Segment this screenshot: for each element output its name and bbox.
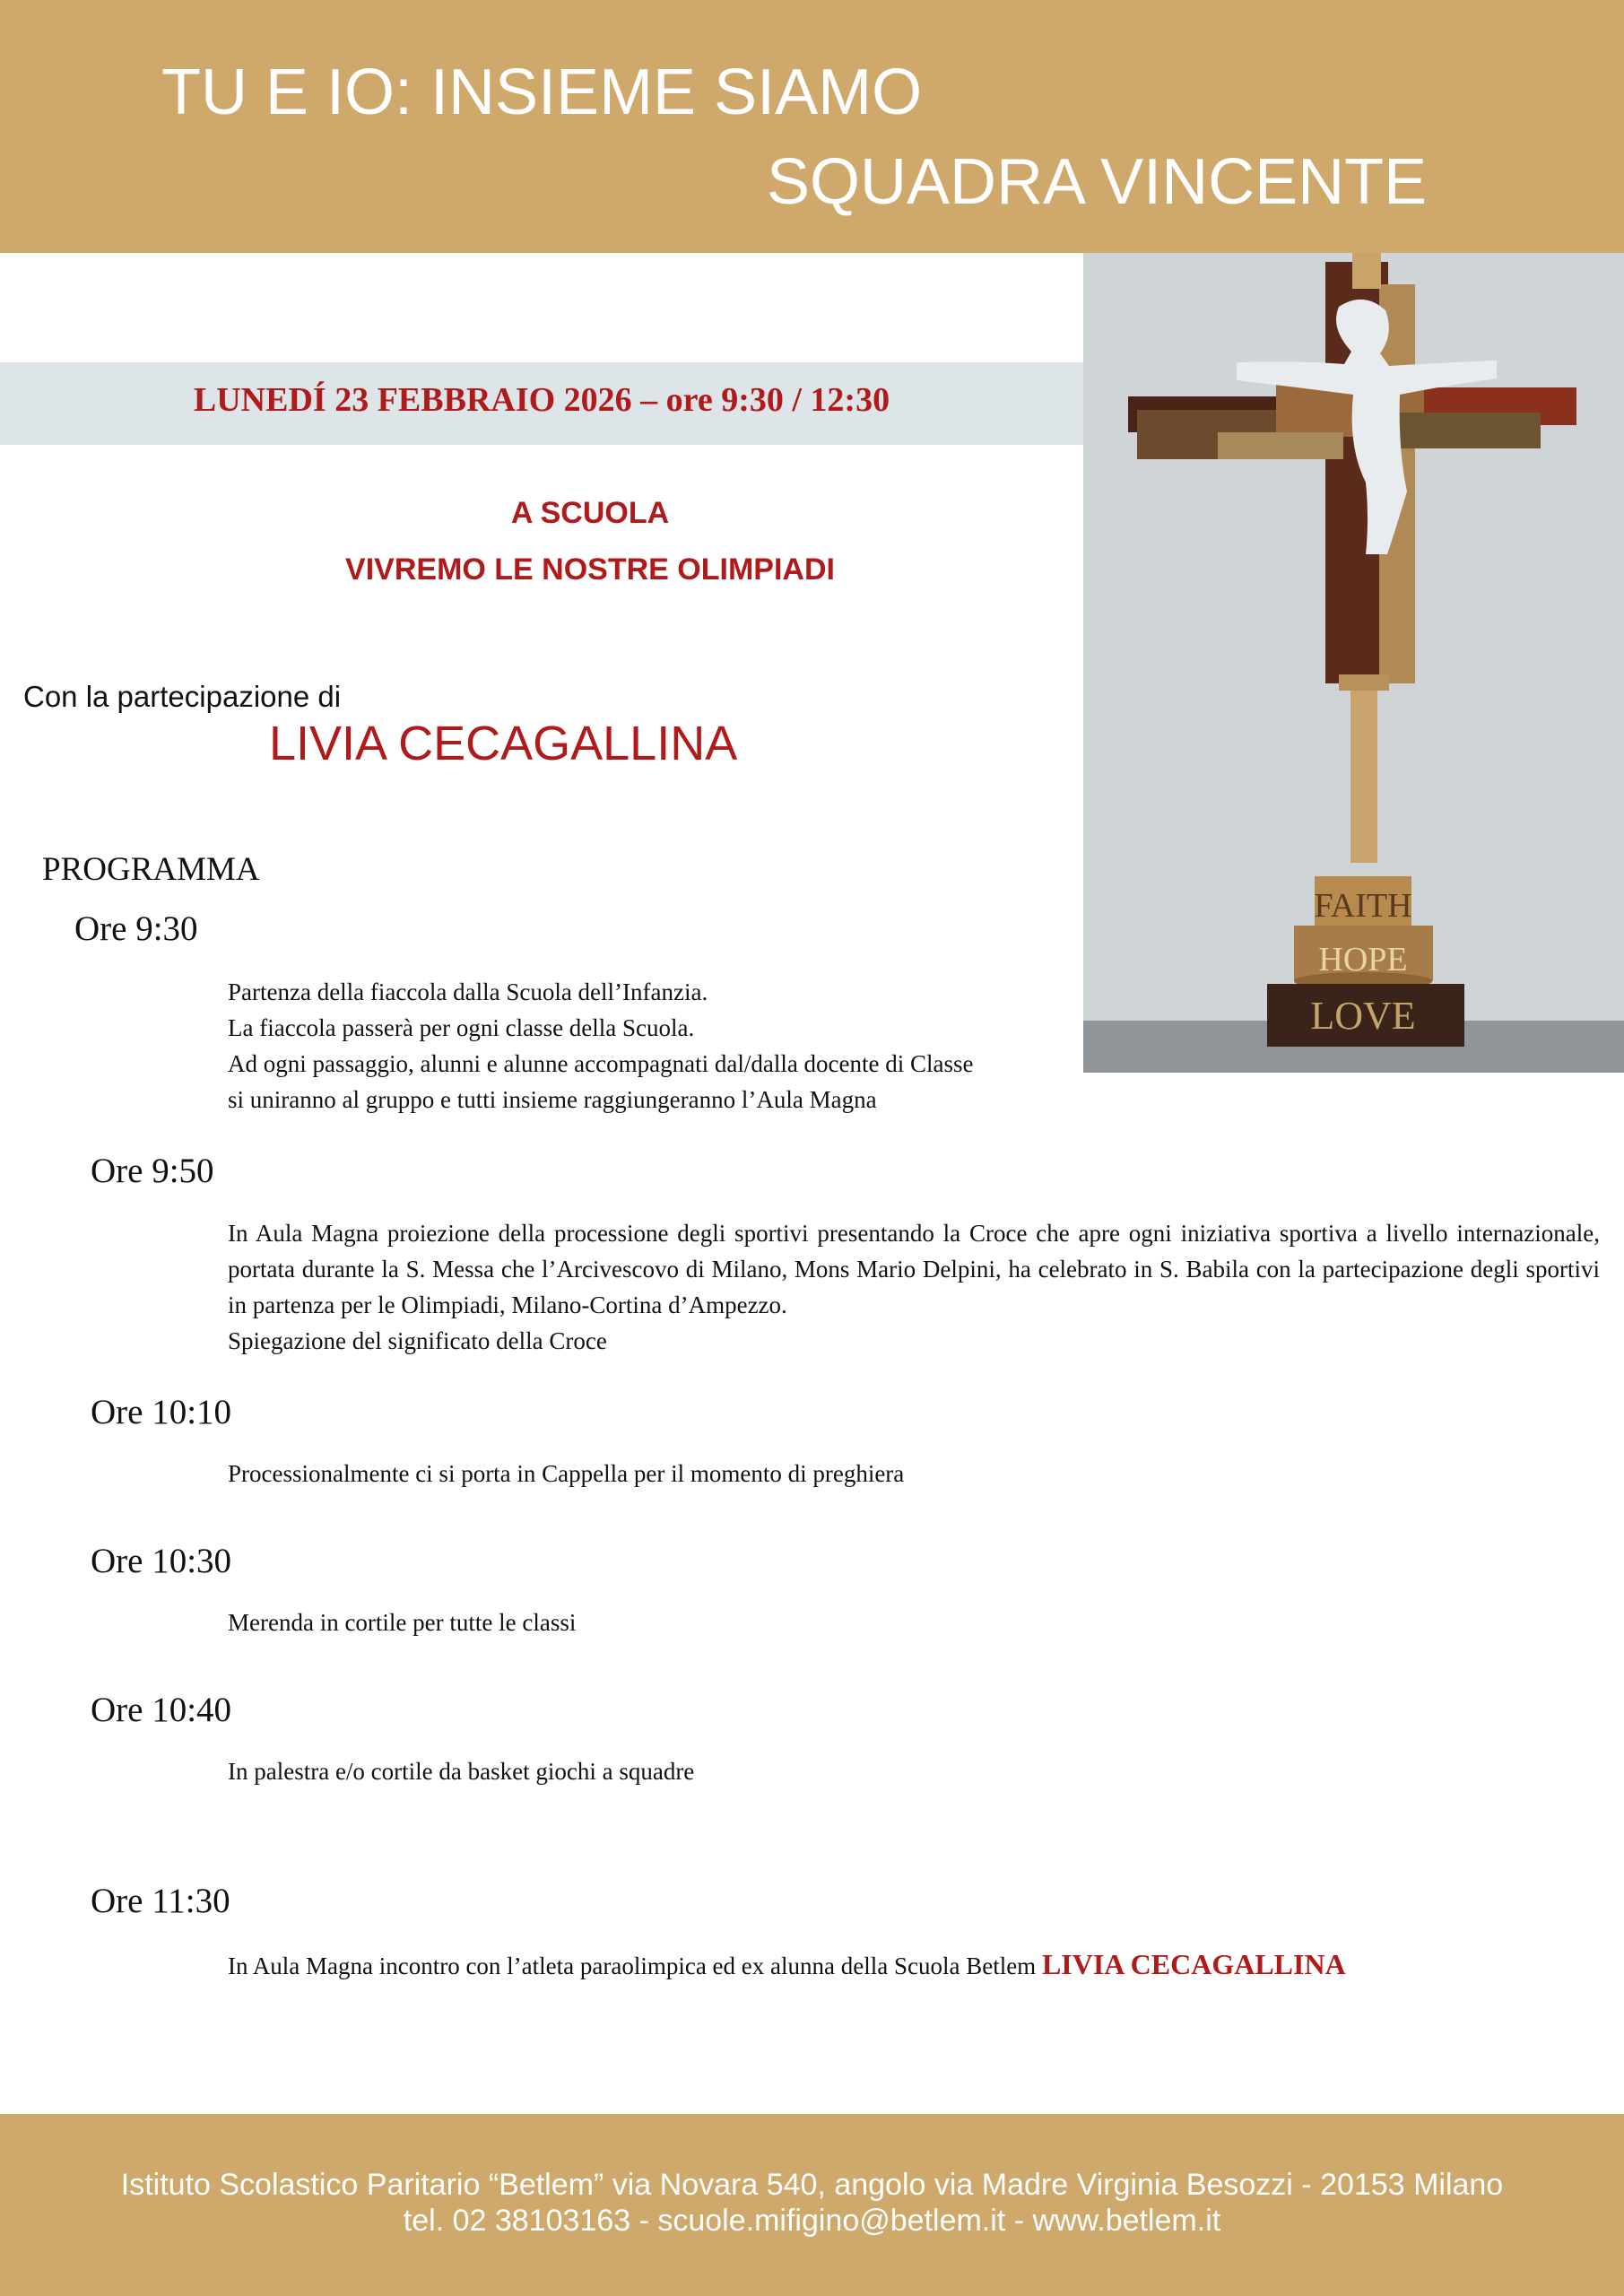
program-item-1030 (228, 1605, 576, 1640)
time-0930: Ore 9:30 (74, 909, 198, 948)
item-line: In Aula Magna incontro con l’atleta paraolimpica ed ex alunna della Scuola Betlem (228, 1952, 1037, 1979)
program-item-0930 (228, 974, 974, 1118)
programma-heading: PROGRAMMA (42, 851, 260, 888)
item-line: Partenza della fiaccola dalla Scuola dell’Infanzia. (228, 978, 708, 1005)
hope-word: HOPE (1318, 941, 1408, 978)
program-item-1130 (228, 1946, 1346, 1984)
time-1040: Ore 10:40 (91, 1691, 232, 1729)
item-line: Processionalmente ci si porta in Cappella per il momento di preghiera (228, 1460, 905, 1487)
program-item-0950 (228, 1215, 1600, 1359)
footer-address: Istituto Scolastico Paritario “Betlem” via Novara 540, angolo via Madre Virginia Besozzi - 20153 Milano (120, 2168, 1504, 2202)
participation-label: Con la partecipazione di (23, 680, 342, 713)
item-paragraph: In Aula Magna proiezione della processione degli sportivi presentando la Croce che apre ogni iniziativa sportiva a livello internazionale, portata durante la S. Messa che l’Arcivescovo di Milano, Mons Mario Delpini, ha celebrato in S. Babila con la partecipazione degli sportivi in partenza per le Olimpiadi, Milano-Cortina d’Ampezzo. (228, 1220, 1600, 1318)
guest-name-highlight: LIVIA CECAGALLINA (1041, 1948, 1346, 1980)
crucifix-image (1083, 253, 1624, 1073)
love-word: LOVE (1310, 994, 1416, 1038)
program-item-1040 (228, 1753, 694, 1789)
time-1010: Ore 10:10 (91, 1393, 232, 1431)
header-band (0, 0, 1624, 253)
event-date: LUNEDÍ 23 FEBBRAIO 2026 – ore 9:30 / 12:30 (193, 381, 890, 419)
cross-photo (1083, 253, 1624, 1073)
time-1130: Ore 11:30 (91, 1882, 230, 1920)
item-line: In palestra e/o cortile da basket giochi a squadre (228, 1758, 695, 1785)
item-line: Merenda in cortile per tutte le classi (228, 1609, 577, 1636)
time-1030: Ore 10:30 (91, 1542, 232, 1580)
item-line: Spiegazione del significato della Croce (228, 1327, 607, 1354)
footer-band (0, 2114, 1624, 2296)
subtitle-line-1: A SCUOLA (510, 496, 670, 530)
item-line: La fiaccola passerà per ogni classe della Scuola. (228, 1014, 695, 1041)
guest-name: LIVIA CECAGALLINA (269, 717, 738, 770)
subtitle-line-2: VIVREMO LE NOSTRE OLIMPIADI (345, 552, 835, 587)
faith-word: FAITH (1314, 887, 1412, 925)
program-item-1010 (228, 1456, 904, 1492)
time-0950: Ore 9:50 (91, 1152, 214, 1190)
item-line: Ad ogni passaggio, alunni e alunne accompagnati dal/dalla docente di Classe (228, 1050, 974, 1077)
title-line-1: TU E IO: INSIEME SIAMO (161, 57, 923, 128)
title-line-2: SQUADRA VINCENTE (767, 146, 1428, 218)
item-line: si uniranno al gruppo e tutti insieme raggiungeranno l’Aula Magna (228, 1086, 877, 1113)
footer-contacts: tel. 02 38103163 - scuole.mifigino@betlem.it - www.betlem.it (403, 2204, 1221, 2238)
